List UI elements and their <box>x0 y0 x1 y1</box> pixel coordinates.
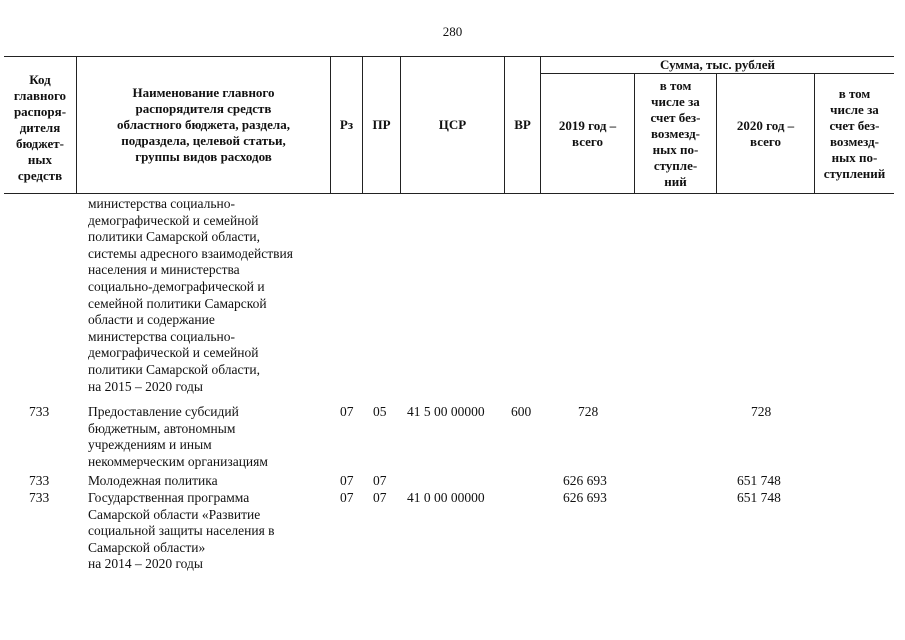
row-1-code: 733 <box>29 404 50 419</box>
page-number: 280 <box>442 24 463 39</box>
row-3-code: 733 <box>29 490 50 505</box>
header-2020-free: в том числе за счет без- возмезд- ных по- ступлений <box>823 85 886 181</box>
header-code: Код главного распоря- дителя бюджет- ных средств <box>13 72 67 183</box>
row-2-2019: 626 693 <box>563 473 607 488</box>
row-1-rz: 07 <box>340 404 354 419</box>
row-2-name: Молодежная политика <box>88 473 218 488</box>
header-2019-total: 2019 год – всего <box>558 117 617 149</box>
header-2020-total: 2020 год – всего <box>736 117 795 149</box>
row-1-csr: 41 5 00 00000 <box>407 404 485 419</box>
header-2019-free: в том числе за счет без- возмезд- ных по- ступле- ний <box>650 77 701 189</box>
row-3-name: Государственная программа Самарской области «Развитие социальной защиты населения в Самарской области» на 2014 – 2020 годы <box>88 490 275 572</box>
header-sum-title: Сумма, тыс. рублей <box>660 57 775 72</box>
row-1-2019: 728 <box>578 404 599 419</box>
row-2-rz: 07 <box>340 473 354 488</box>
row-3-pr: 07 <box>373 490 387 505</box>
row-1-name: Предоставление субсидий бюджетным, автономным учреждениям и иным некоммерческим организациям <box>88 404 268 469</box>
row-1-pr: 05 <box>373 404 387 419</box>
row-3-2020: 651 748 <box>737 490 781 505</box>
header-pr: ПР <box>372 117 391 132</box>
row-3-csr: 41 0 00 00000 <box>407 490 485 505</box>
row-2-code: 733 <box>29 473 50 488</box>
row-0-name: министерства социально- демографической и семейной политики Самарской области, системы адресного взаимодействия населения и министерства социально-демографической и семейной политики Самарской области и содержание министерства социально- демографической и семейной политики Самарской области, на 2015 – 2020 годы <box>88 196 293 394</box>
row-3-2019: 626 693 <box>563 490 607 505</box>
header-rz: Рз <box>339 117 354 132</box>
row-1-2020: 728 <box>751 404 772 419</box>
row-1-vr: 600 <box>511 404 532 419</box>
table-header <box>4 56 894 194</box>
header-name: Наименование главного распорядителя средств областного бюджета, раздела, подраздела, целевой статьи, группы видов расходов <box>117 85 290 164</box>
header-vr: ВР <box>514 117 531 132</box>
row-2-2020: 651 748 <box>737 473 781 488</box>
row-2-pr: 07 <box>373 473 387 488</box>
row-3-rz: 07 <box>340 490 354 505</box>
header-csr: ЦСР <box>438 117 467 132</box>
